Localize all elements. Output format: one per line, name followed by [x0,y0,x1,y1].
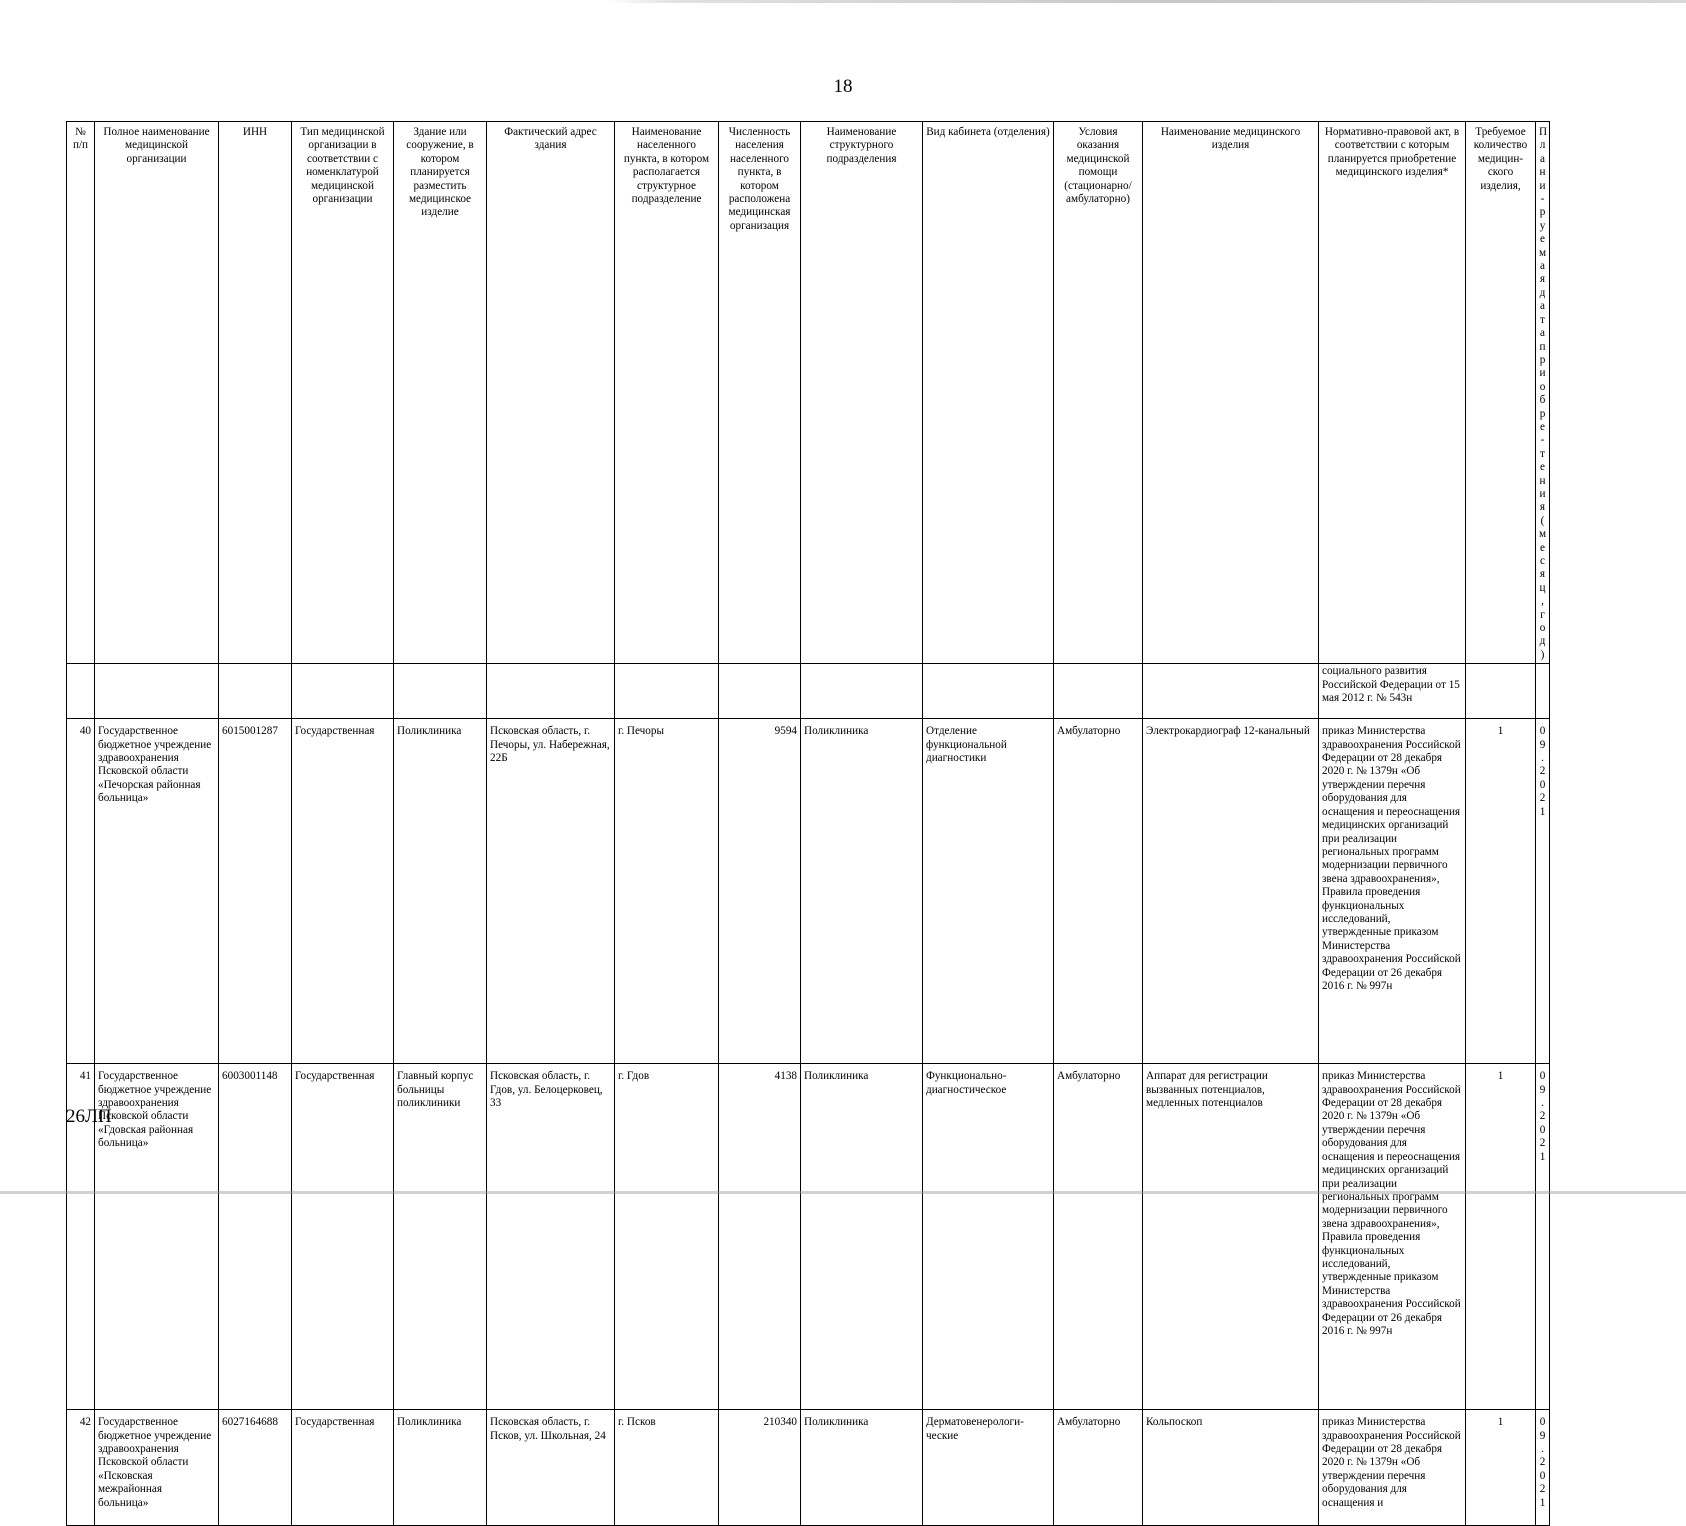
header-conditions: Условия оказания медицинской помощи (стационарно/ амбулаторно) [1054,122,1143,664]
cell-subdivision: Поликлиника [801,719,923,1064]
cell-address: Псковская область, г. Печоры, ул. Набережная, 22Б [487,719,615,1064]
cell-conditions: Амбулаторно [1054,719,1143,1064]
cell-act: приказ Министерства здравоохранения Российской Федерации от 28 декабря 2020 г. № 1379н «Об утверждении перечня оборудования для оснащения и [1319,1410,1466,1526]
cell-building: Поликлиника [394,1410,487,1526]
header-device: Наименование медицинского изделия [1143,122,1319,664]
cell-address: Псковская область, г. Псков, ул. Школьная, 24 [487,1410,615,1526]
table-row [67,719,1550,1064]
cell-org: Государственное бюджетное учреждение здравоохранения Псковской области «Гдовская районная больница» [95,1064,219,1410]
cell-date: 09.2021 [1536,1064,1550,1410]
page-number: 18 [833,76,853,97]
cell-device: Кольпоскоп [1143,1410,1319,1526]
cell-qty: 1 [1466,1410,1536,1526]
scan-edge-bottom [0,1191,1686,1194]
cell-num: 41 [67,1064,95,1410]
header-settlement: Наименование населенного пункта, в котором располагается структурное подразделение [615,122,719,664]
cell-address: Псковская область, г. Гдов, ул. Белоцерковец, 33 [487,1064,615,1410]
cell-population: 4138 [719,1064,801,1410]
scan-edge-top [0,0,1686,3]
cell-num: 40 [67,719,95,1064]
cell-inn: 6003001148 [219,1064,292,1410]
cell-type: Государственная [292,1064,394,1410]
header-address: Фактический адрес здания [487,122,615,664]
cell-qty: 1 [1466,1064,1536,1410]
cell-qty: 1 [1466,719,1536,1064]
table-header-row [67,122,1550,664]
cell-conditions: Амбулаторно [1054,1064,1143,1410]
header-subdivision: Наименование структурного подразделения [801,122,923,664]
cell-date: 09.2021 [1536,1410,1550,1526]
cell-subdivision: Поликлиника [801,1064,923,1410]
cell-cabinet: Отделение функциональной диагностики [923,719,1054,1064]
cell-device: Электрокардиограф 12-канальный [1143,719,1319,1064]
cell-settlement: г. Псков [615,1410,719,1526]
table-row-continuation [67,664,1550,719]
cell-population: 210340 [719,1410,801,1526]
cell-device: Аппарат для регистрации вызванных потенциалов, медленных потенциалов [1143,1064,1319,1410]
continuation-act: социального развития Российской Федерации от 15 мая 2012 г. № 543н [1319,664,1466,719]
cell-population: 9594 [719,719,801,1064]
cell-building: Поликлиника [394,719,487,1064]
cell-cabinet: Дерматовенерологи-ческие [923,1410,1054,1526]
cell-org: Государственное бюджетное учреждение здравоохранения Псковской области «Псковская межрайонная больница» [95,1410,219,1526]
cell-type: Государственная [292,1410,394,1526]
cell-num: 42 [67,1410,95,1526]
cell-settlement: г. Гдов [615,1064,719,1410]
cell-inn: 6027164688 [219,1410,292,1526]
cell-building: Главный корпус больницы поликлиники [394,1064,487,1410]
table-row [67,1410,1550,1526]
header-num: № п/п [67,122,95,664]
cell-settlement: г. Печоры [615,719,719,1064]
cell-subdivision: Поликлиника [801,1410,923,1526]
header-inn: ИНН [219,122,292,664]
cell-org: Государственное бюджетное учреждение здравоохранения Псковской области «Печорская районная больница» [95,719,219,1064]
header-cabinet: Вид кабинета (отделения) [923,122,1054,664]
cell-act: приказ Министерства здравоохранения Российской Федерации от 28 декабря 2020 г. № 1379н «Об утверждении перечня оборудования для оснащения и переоснащения медицинских организаций при реализации региональных программ модернизации первичного звена здравоохранения», Правила проведения функциональных исследований, утвержденные приказом Министерства здравоохранения Российской Федерации от 26 декабря 2016 г. № 997н [1319,1064,1466,1410]
header-date: Плани-руемая дата приобре-тения (месяц, год) [1536,122,1550,664]
equipment-table [66,121,1550,1526]
header-population: Численность населения населенного пункта, в котором расположена медицинская организация [719,122,801,664]
header-type: Тип медицинской организации в соответствии с номенклатурой медицинской организации [292,122,394,664]
cell-inn: 6015001287 [219,719,292,1064]
document-code: 26ЛП [66,1106,112,1127]
header-org: Полное наименование медицинской организации [95,122,219,664]
cell-date: 09.2021 [1536,719,1550,1064]
header-building: Здание или сооружение, в котором планируется разместить медицинское изделие [394,122,487,664]
cell-cabinet: Функционально-диагностическое [923,1064,1054,1410]
header-qty: Требуемое количество медицин-ского изделия, [1466,122,1536,664]
header-act: Нормативно-правовой акт, в соответствии с которым планируется приобретение медицинского изделия* [1319,122,1466,664]
cell-act: приказ Министерства здравоохранения Российской Федерации от 28 декабря 2020 г. № 1379н «Об утверждении перечня оборудования для оснащения и переоснащения медицинских организаций при реализации региональных программ модернизации первичного звена здравоохранения», Правила проведения функциональных исследований, утвержденные приказом Министерства здравоохранения Российской Федерации от 26 декабря 2016 г. № 997н [1319,719,1466,1064]
table-row [67,1064,1550,1410]
cell-type: Государственная [292,719,394,1064]
cell-conditions: Амбулаторно [1054,1410,1143,1526]
